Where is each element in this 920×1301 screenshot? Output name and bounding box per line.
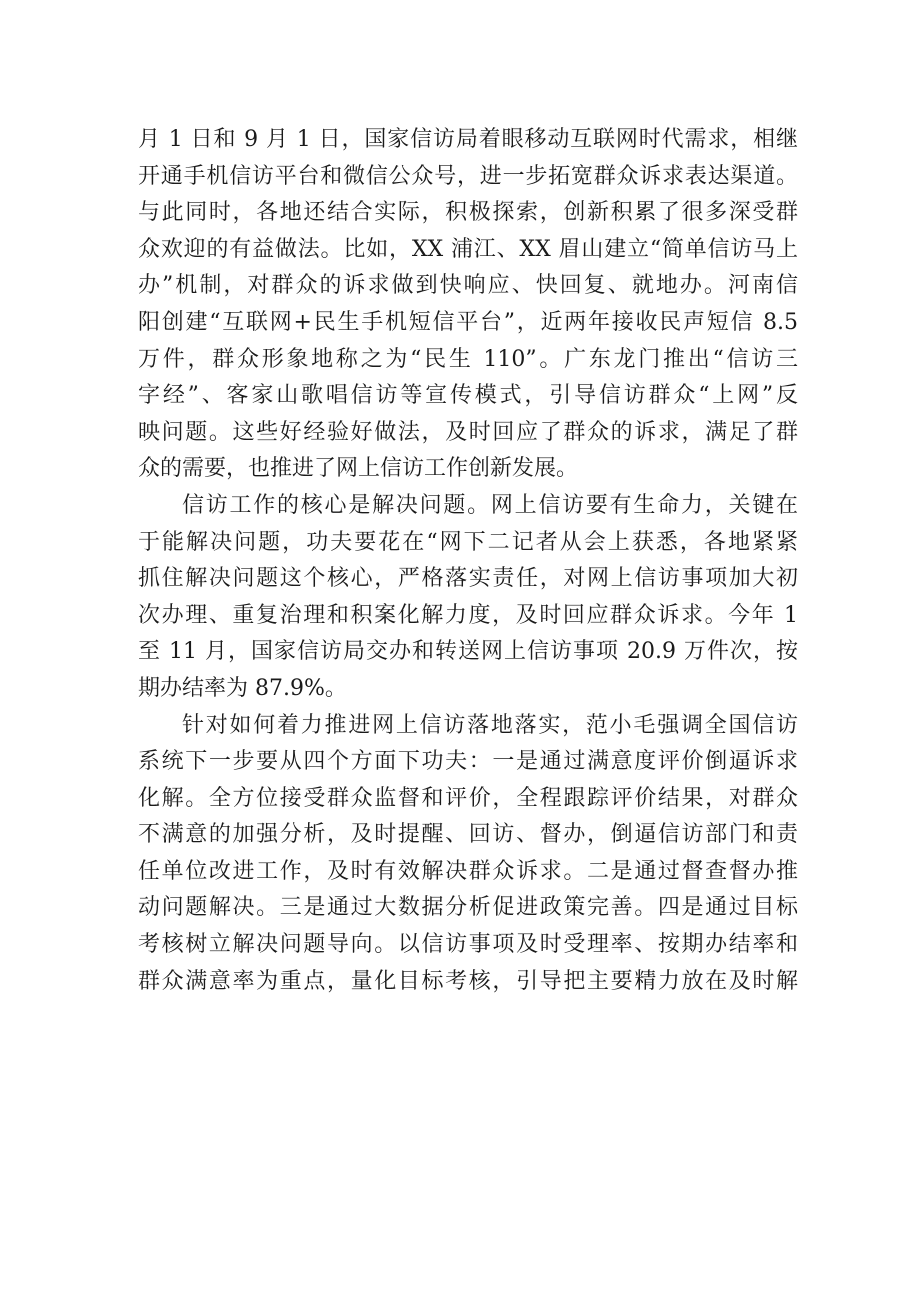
text-line: 针对如何着力推进网上信访落地落实，范小毛强调全国信访 [182, 712, 798, 738]
text-line: 与此同时，各地还结合实际，积极探索，创新积累了很多深受群 [138, 200, 798, 226]
text-line: 考核树立解决问题导向。以信访事项及时受理率、按期办结率和 [138, 932, 798, 958]
text-line: 于能解决问题，功夫要花在“网下二记者从会上获悉，各地紧紧 [138, 529, 798, 555]
text-line: 化解。全方位接受群众监督和评价，全程跟踪评价结果，对群众 [138, 785, 798, 811]
text-line: 开通手机信访平台和微信公众号，进一步拓宽群众诉求表达渠道。 [138, 163, 798, 189]
text-line: 万件，群众形象地称之为“民生 110”。广东龙门推出“信访三 [138, 346, 798, 372]
text-line: 群众满意率为重点，量化目标考核，引导把主要精力放在及时解 [138, 968, 798, 994]
text-line: 众的需要，也推进了网上信访工作创新发展。 [138, 456, 579, 482]
paragraph-2 [138, 488, 798, 708]
text-line: 字经”、客家山歌唱信访等宣传模式，引导信访群众“上网”反 [138, 383, 798, 409]
paragraph-3 [138, 708, 798, 1001]
text-line: 动问题解决。三是通过大数据分析促进政策完善。四是通过目标 [138, 895, 798, 921]
text-line: 月 1 日和 9 月 1 日，国家信访局着眼移动互联网时代需求，相继 [138, 127, 798, 152]
text-line: 办”机制，对群众的诉求做到快响应、快回复、就地办。河南信 [138, 273, 798, 299]
paragraph-1 [138, 122, 798, 488]
text-line: 阳创建“互联网+民生手机短信平台”，近两年接收民声短信 8.5 [138, 309, 798, 335]
text-line: 次办理、重复治理和积案化解力度，及时回应群众诉求。今年 1 [138, 602, 798, 628]
text-line: 映问题。这些好经验好做法，及时回应了群众的诉求，满足了群 [138, 419, 798, 445]
text-line: 抓住解决问题这个核心，严格落实责任，对网上信访事项加大初 [138, 566, 798, 592]
document-body [138, 122, 798, 1000]
text-line: 系统下一步要从四个方面下功夫：一是通过满意度评价倒逼诉求 [138, 749, 798, 775]
text-line: 期办结率为 87.9%。 [138, 675, 347, 701]
text-line: 不满意的加强分析，及时提醒、回访、督办，倒逼信访部门和责 [138, 822, 798, 848]
text-line: 信访工作的核心是解决问题。网上信访要有生命力，关键在 [182, 492, 798, 518]
text-line: 至 11 月，国家信访局交办和转送网上信访事项 20.9 万件次，按 [138, 639, 798, 665]
text-line: 任单位改进工作，及时有效解决群众诉求。二是通过督查督办推 [138, 858, 798, 884]
text-line: 众欢迎的有益做法。比如，XX 浦江、XX 眉山建立“简单信访马上 [138, 236, 798, 262]
